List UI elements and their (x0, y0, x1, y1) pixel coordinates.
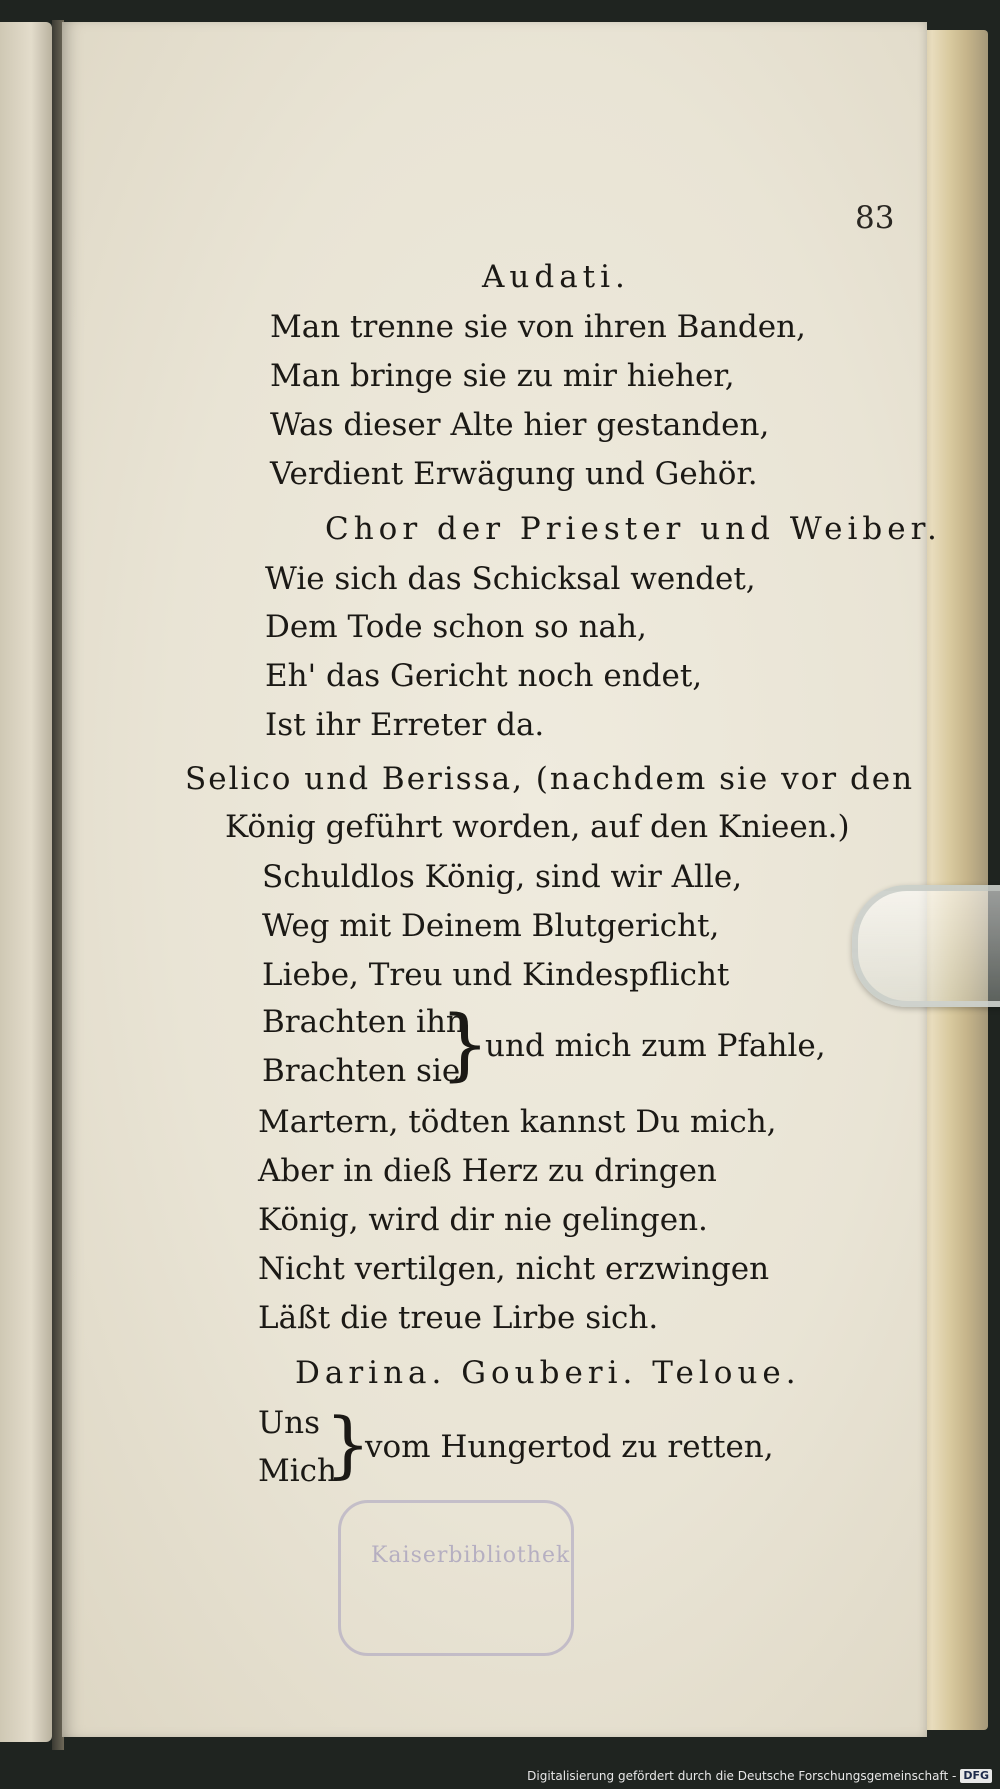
verse-line: König, wird dir nie gelingen. (258, 1202, 708, 1238)
speaker-group: Darina. Gouberi. Teloue. (295, 1355, 801, 1391)
verse-line: Man bringe sie zu mir hieher, (270, 358, 735, 394)
brace: } (440, 1000, 490, 1090)
verse-line: Nicht vertilgen, nicht erzwingen (258, 1251, 770, 1287)
digitization-credit (527, 1769, 992, 1783)
verse-line: Liebe, Treu und Kindespflicht (262, 957, 730, 993)
dfg-logo: DFG (960, 1769, 992, 1783)
verse-line: Ist ihr Erreter da. (265, 707, 545, 743)
verse-line: Man trenne sie von ihren Banden, (270, 309, 806, 345)
verse-line: Uns (258, 1405, 320, 1441)
verse-line: Wie sich das Schicksal wendet, (265, 561, 756, 597)
verse-line: Dem Tode schon so nah, (265, 609, 647, 645)
page-number: 83 (855, 200, 895, 236)
speaker-audati: Audati. (482, 259, 630, 295)
stage-direction: Selico und Berissa, (nachdem sie vor den (185, 761, 915, 797)
credit-text: Digitalisierung gefördert durch die Deutsche Forschungsgemeinschaft - (527, 1769, 957, 1783)
verse-line: Aber in dieß Herz zu dringen (258, 1153, 717, 1189)
verse-line: und mich zum Pfahle, (485, 1028, 826, 1064)
stage-direction: König geführt worden, auf den Knieen.) (225, 809, 850, 845)
stamp-text: Kaiserbibliothek (371, 1543, 571, 1568)
verse-line: vom Hungertod zu retten, (365, 1429, 774, 1465)
verse-line: Weg mit Deinem Blutgericht, (262, 908, 720, 944)
verse-line: Eh' das Gericht noch endet, (265, 658, 703, 694)
brace: } (325, 1402, 371, 1486)
verse-line: Brachten ihn (262, 1004, 466, 1040)
verse-line: Was dieser Alte hier gestanden, (270, 407, 770, 443)
verse-line: Mich (258, 1453, 337, 1489)
verse-line: Verdient Erwägung und Gehör. (270, 456, 758, 492)
verse-line: Martern, tödten kannst Du mich, (258, 1104, 777, 1140)
verse-line: Brachten sie (262, 1053, 461, 1089)
speaker-chor: Chor der Priester und Weiber. (325, 511, 942, 547)
verse-line: Läßt die treue Lirbe sich. (258, 1300, 659, 1336)
verse-line: Schuldlos König, sind wir Alle, (262, 859, 743, 895)
